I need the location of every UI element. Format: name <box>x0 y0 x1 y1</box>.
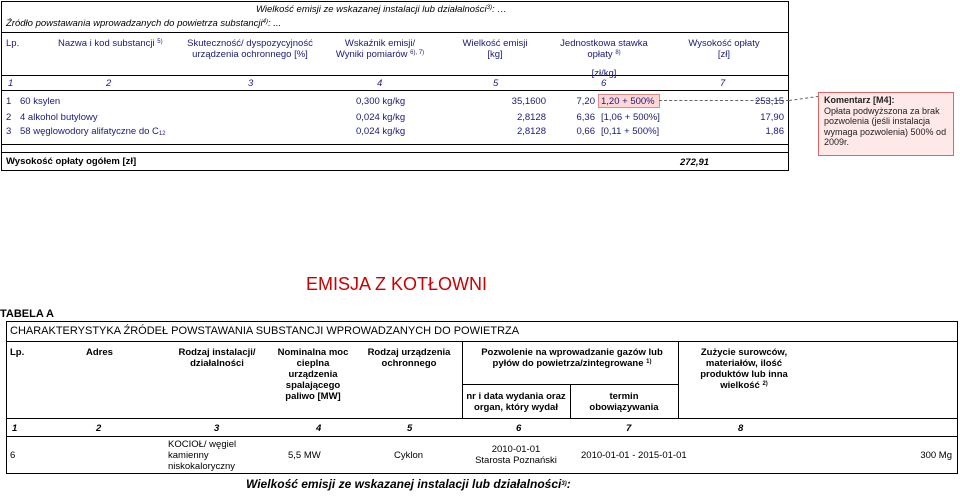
col-number-4: 4 <box>377 78 383 89</box>
comment-title: Komentarz [M4]: <box>824 95 895 105</box>
col-header-efficiency: Skuteczność/ dyspozycyjność urządzenia ochronnego [%] <box>187 38 313 60</box>
col-number-1: 1 <box>8 78 14 89</box>
comment-text: Opłata podwyższona za brak pozwolenia (jeśli instalacja wymaga pozwolenia) 500% od 2009r. <box>824 105 947 147</box>
col-header-lp: Lp. <box>6 38 20 49</box>
total-label: Wysokość opłaty ogółem [zł] <box>6 156 137 167</box>
col-header-nr-data: nr i data wydania oraz organ, który wydał <box>466 391 566 413</box>
col-number-2: 2 <box>106 78 112 89</box>
col-header-zuzycie: Zużycie surowców, materiałów, ilość produktów lub inna wielkość $^{2)}$ <box>700 347 788 391</box>
col-number-3: 3 <box>214 423 220 434</box>
section-title: EMISJA Z KOTŁOWNI <box>306 274 488 294</box>
col-number-8: 8 <box>738 423 744 434</box>
footer-title: Wielkość emisji ze wskazanej instalacji lub działalności$^{3)}$: <box>246 477 571 491</box>
top-header-title: Wielkość emisji ze wskazanej instalacji lub działalności$^{3)}$: … <box>256 4 507 15</box>
col-header-urzadzenie: Rodzaj urządzenia ochronnego <box>367 347 451 369</box>
col-number-3: 3 <box>248 78 254 89</box>
comment-connector-end <box>789 96 819 101</box>
col-header-fee: Wysokość opłaty [zł] <box>688 38 760 60</box>
col-header-name: Nazwa i kod substancji $^{5)}$ <box>58 38 163 49</box>
col-number-1: 1 <box>12 423 18 434</box>
source-label: Źródło powstawania wprowadzanych do powietrza substancji$^{4)}$: ... <box>6 18 282 29</box>
col-header-termin: termin obowiązywania <box>589 391 659 413</box>
col-header-pozwolenie: Pozwolenie na wprowadzanie gazów lub pyłów do powietrza/zintegrowane $^{1)}$ <box>481 347 663 369</box>
col-header-adres: Adres <box>86 347 113 358</box>
col-header-indicator: Wskaźnik emisji/ Wyniki pomiarów $^{6), 7)}$ <box>335 38 425 60</box>
col-header-moc: Nominalna moc cieplna urządzenia spalającego paliwo [MW] <box>277 347 349 402</box>
col-number-5: 5 <box>493 78 499 89</box>
table-label: TABELA A <box>0 308 54 320</box>
col-number-5: 5 <box>407 423 413 434</box>
col-header-rodzaj: Rodzaj instalacji/ działalności <box>178 347 256 369</box>
col-number-2: 2 <box>96 423 102 434</box>
comment-balloon[interactable] <box>818 92 954 156</box>
col-header-rate: Jednostkowa stawka opłaty $^{8)}$ [zł/kg] <box>560 38 648 79</box>
col-number-4: 4 <box>316 423 322 434</box>
col-header-lp: Lp. <box>10 347 25 358</box>
col-number-7: 7 <box>626 423 632 434</box>
table-title: CHARAKTERYSTYKA ŹRÓDEŁ POWSTAWANIA SUBSTANCJI WPROWADZANYCH DO POWIETRZA <box>10 325 520 337</box>
col-number-6: 6 <box>516 423 522 434</box>
total-value: 272,91 <box>680 157 710 168</box>
col-number-6: 6 <box>601 78 607 89</box>
col-header-emission: Wielkość emisji [kg] <box>462 38 528 60</box>
col-number-7: 7 <box>720 78 726 89</box>
